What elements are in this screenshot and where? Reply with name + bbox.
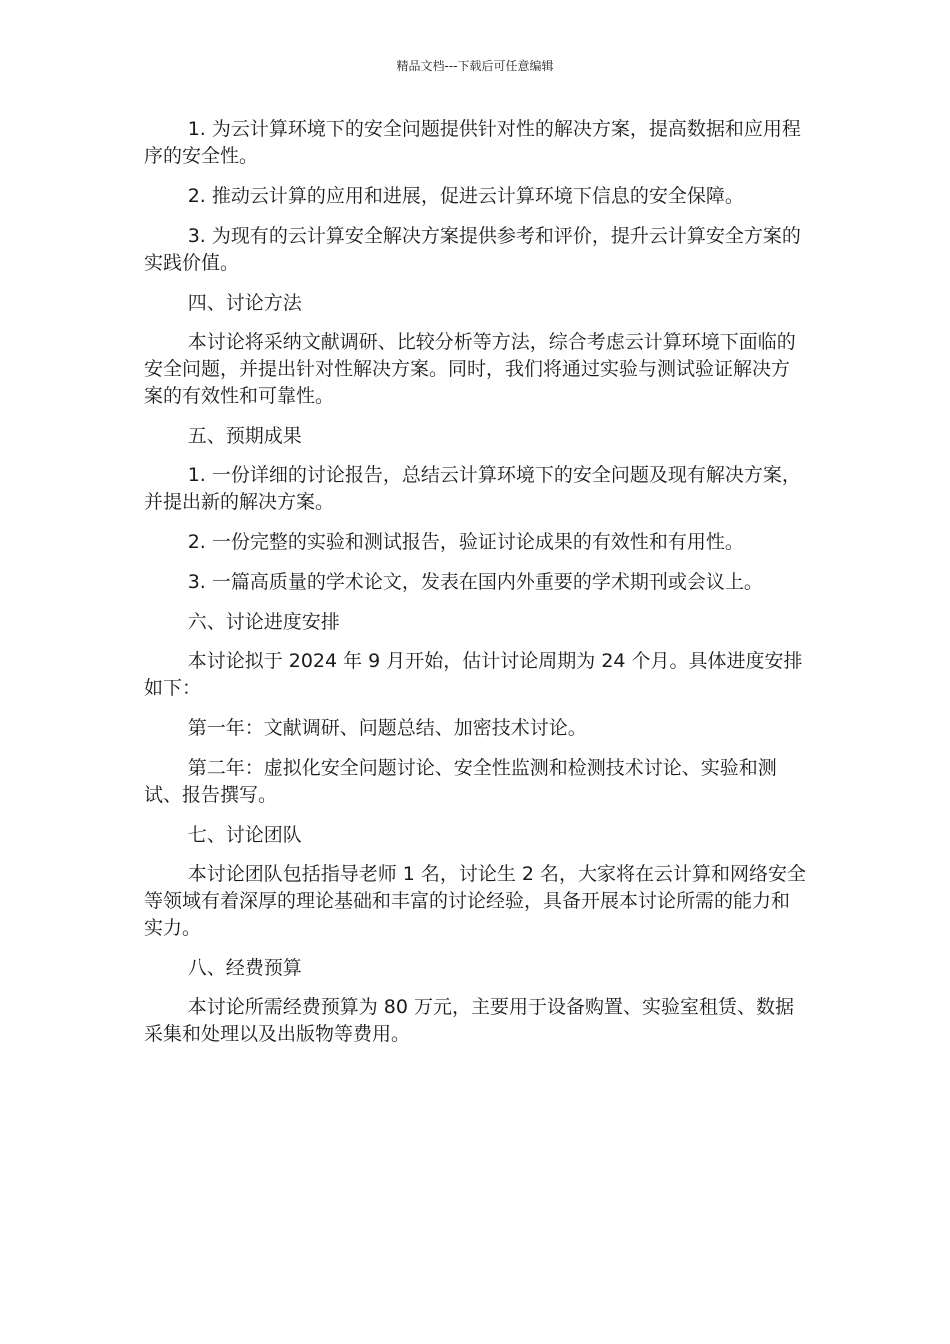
section-heading-methods: 四、讨论方法 — [187, 292, 302, 314]
paragraph-outcome-1: 1. 一份详细的讨论报告，总结云计算环境下的安全问题及现有解决方案，并提出新的解决方案。 — [144, 464, 801, 513]
paragraph-goal-2: 2. 推动云计算的应用和进展，促进云计算环境下信息的安全保障。 — [187, 185, 744, 207]
paragraph-year-1: 第一年：文献调研、问题总结、加密技术讨论。 — [187, 717, 587, 739]
paragraph-outcome-3: 3. 一篇高质量的学术论文，发表在国内外重要的学术期刊或会议上。 — [187, 571, 763, 593]
document-body — [144, 116, 808, 1061]
section-heading-team: 七、讨论团队 — [187, 824, 302, 846]
paragraph-budget: 本讨论所需经费预算为 80 万元，主要用于设备购置、实验室租赁、数据采集和处理以及出版物等费用。 — [144, 996, 794, 1045]
paragraph-year-2: 第二年：虚拟化安全问题讨论、安全性监测和检测技术讨论、实验和测试、报告撰写。 — [144, 757, 777, 806]
section-heading-outcomes: 五、预期成果 — [187, 425, 302, 447]
section-heading-schedule: 六、讨论进度安排 — [187, 611, 340, 633]
section-heading-budget: 八、经费预算 — [187, 957, 302, 979]
paragraph-methods: 本讨论将采纳文献调研、比较分析等方法，综合考虑云计算环境下面临的安全问题，并提出针对性解决方案。同时，我们将通过实验与测试验证解决方案的有效性和可靠性。 — [144, 331, 796, 407]
paragraph-goal-3: 3. 为现有的云计算安全解决方案提供参考和评价，提升云计算安全方案的实践价值。 — [144, 225, 801, 274]
paragraph-goal-1: 1. 为云计算环境下的安全问题提供针对性的解决方案，提高数据和应用程序的安全性。 — [144, 118, 801, 167]
page-header: 精品文档---下载后可任意编辑 — [396, 59, 554, 73]
paragraph-outcome-2: 2. 一份完整的实验和测试报告，验证讨论成果的有效性和有用性。 — [187, 531, 744, 553]
paragraph-team: 本讨论团队包括指导老师 1 名，讨论生 2 名，大家将在云计算和网络安全等领域有着深厚的理论基础和丰富的讨论经验，具备开展本讨论所需的能力和实力。 — [144, 863, 807, 939]
paragraph-schedule: 本讨论拟于 2024 年 9 月开始，估计讨论周期为 24 个月。具体进度安排如下： — [144, 650, 803, 699]
